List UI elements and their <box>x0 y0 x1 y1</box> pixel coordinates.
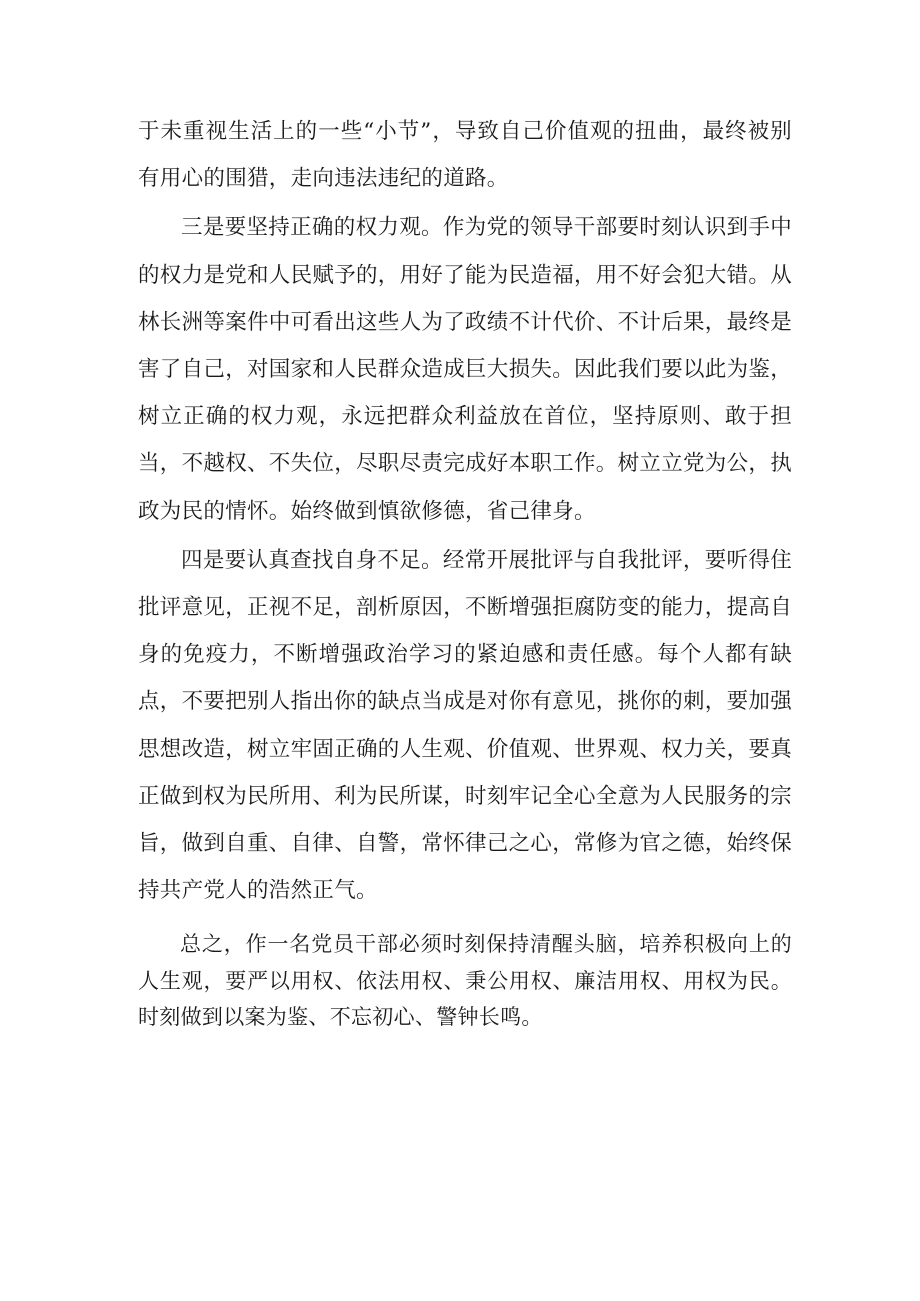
paragraph-continuation: 于未重视生活上的一些“小节”，导致自己价值观的扭曲，最终被别有用心的围猎，走向违法违纪的道路。 <box>138 119 792 192</box>
paragraph-self-examination: 四是要认真查找自身不足。经常开展批评与自我批评，要听得住批评意见，正视不足，剖析原因，不断增强拒腐防变的能力，提高自身的免疫力，不断增强政治学习的紧迫感和责任感。每个人都有缺点，不要把别人指出你的缺点当成是对你有意见，挑你的刺，要加强思想改造，树立牢固正确的人生观、价值观、世界观、权力关，要真正做到权为民所用、利为民所谋，时刻牢记全心全意为人民服务的宗旨，做到自重、自律、自警，常怀律己之心，常修为官之德，始终保持共产党人的浩然正气。 <box>138 547 793 904</box>
document-body <box>138 108 792 1036</box>
paragraph-summary: 总之，作一名党员干部必须时刻保持清醒头脑，培养积极向上的人生观，要严以用权、依法用权、秉公用权、廉洁用权、用权为民。时刻做到以案为鉴、不忘初心、警钟长鸣。 <box>138 932 792 1030</box>
paragraph-power-view: 三是要坚持正确的权力观。作为党的领导干部要时刻认识到手中的权力是党和人民赋予的，用好了能为民造福，用不好会犯大错。从林长洲等案件中可看出这些人为了政绩不计代价、不计后果，最终是害了自己，对国家和人民群众造成巨大损失。因此我们要以此为鉴，树立正确的权力观，永远把群众利益放在首位，坚持原则、敢于担当，不越权、不失位，尽职尽责完成好本职工作。树立立党为公，执政为民的情怀。始终做到慎欲修德，省己律身。 <box>138 215 793 524</box>
